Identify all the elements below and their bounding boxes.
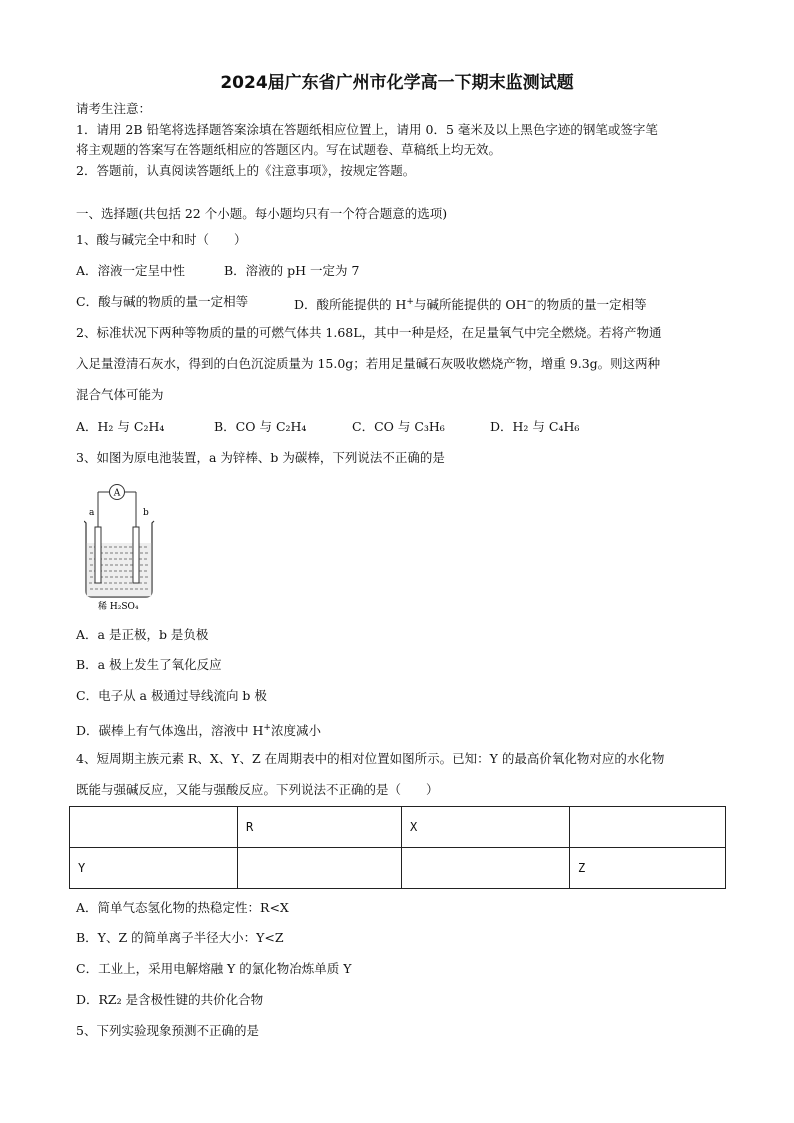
q1-option-c: C．酸与碱的物质的量一定相等 <box>76 294 249 309</box>
q4-option-c: C．工业上，采用电解熔融 Y 的氯化物冶炼单质 Y <box>76 961 352 976</box>
periodic-position-table <box>69 806 726 889</box>
q2-stem-line-1: 2、标准状况下两种等物质的量的可燃气体共 1.68L，其中一种是烃，在足量氧气中完全燃烧。若将产物通 <box>76 325 662 340</box>
q5-stem: 5、下列实验现象预测不正确的是 <box>76 1023 259 1038</box>
q4-option-d: D．RZ₂ 是含极性键的共价化合物 <box>76 992 264 1007</box>
q2-option-a: A．H₂ 与 C₂H₄ <box>76 419 165 434</box>
ammeter-label: A <box>113 488 121 499</box>
notice-line-2: 将主观题的答案写在答题纸相应的答题区内。写在试题卷、草稿纸上均无效。 <box>76 142 502 157</box>
q3-option-d: D．碳棒上有气体逸出，溶液中 H+浓度减小 <box>76 723 321 739</box>
q4-option-b: B．Y、Z 的简单离子半径大小：Y<Z <box>76 930 284 945</box>
section-heading: 一、选择题(共包括 22 个小题。每小题均只有一个符合题意的选项) <box>76 206 448 221</box>
q3-stem: 3、如图为原电池装置，a 为锌棒、b 为碳棒，下列说法不正确的是 <box>76 450 445 465</box>
page-title: 2024届广东省广州市化学高一下期末监测试题 <box>220 73 574 93</box>
q2-stem-line-3: 混合气体可能为 <box>76 387 164 402</box>
table-row <box>70 807 726 848</box>
q2-option-b: B．CO 与 C₂H₄ <box>214 419 307 434</box>
q1-option-b: B．溶液的 pH 一定为 7 <box>224 263 360 278</box>
carbon-rod-b <box>133 527 139 583</box>
table-cell: Y <box>70 848 238 889</box>
table-cell <box>70 807 238 848</box>
q4-stem-line-1: 4、短周期主族元素 R、X、Y、Z 在周期表中的相对位置如图所示。已知：Y 的最高价氧化物对应的水化物 <box>76 751 665 766</box>
q3-option-a: A．a 是正极，b 是负极 <box>76 627 209 642</box>
notice-line-3: 2．答题前，认真阅读答题纸上的《注意事项》，按规定答题。 <box>76 163 416 178</box>
galvanic-cell-diagram <box>84 479 164 611</box>
electrode-a-label: a <box>89 508 95 518</box>
q4-option-a: A．简单气态氢化物的热稳定性：R<X <box>76 900 289 915</box>
electrode-b-label: b <box>143 508 149 518</box>
q1-option-a: A．溶液一定呈中性 <box>76 263 186 278</box>
table-row <box>70 848 726 889</box>
table-cell <box>402 848 570 889</box>
table-cell <box>570 807 726 848</box>
table-cell: R <box>238 807 402 848</box>
notice-line-1: 1．请用 2B 铅笔将选择题答案涂填在答题纸相应位置上，请用 0．5 毫米及以上黑色字迹的钢笔或签字笔 <box>76 122 658 137</box>
q4-stem-line-2: 既能与强碱反应，又能与强酸反应。下列说法不正确的是（ ） <box>76 782 439 797</box>
table-cell: X <box>402 807 570 848</box>
q3-option-b: B．a 极上发生了氧化反应 <box>76 657 222 672</box>
q2-option-d: D．H₂ 与 C₄H₆ <box>490 419 580 434</box>
solution-caption: 稀 H₂SO₄ <box>98 602 139 611</box>
table-cell: Z <box>570 848 726 889</box>
zinc-rod-a <box>95 527 101 583</box>
q2-stem-line-2: 入足量澄清石灰水，得到的白色沉淀质量为 15.0g；若用足量碱石灰吸收燃烧产物，增重 9.3g。则这两种 <box>76 356 661 371</box>
q1-stem: 1、酸与碱完全中和时（ ） <box>76 232 247 247</box>
q3-option-c: C．电子从 a 极通过导线流向 b 极 <box>76 688 267 703</box>
q2-option-c: C．CO 与 C₃H₆ <box>352 419 445 434</box>
notice-heading: 请考生注意： <box>76 101 152 116</box>
q1-option-d: D．酸所能提供的 H+与碱所能提供的 OH−的物质的量一定相等 <box>294 297 647 313</box>
table-cell <box>238 848 402 889</box>
